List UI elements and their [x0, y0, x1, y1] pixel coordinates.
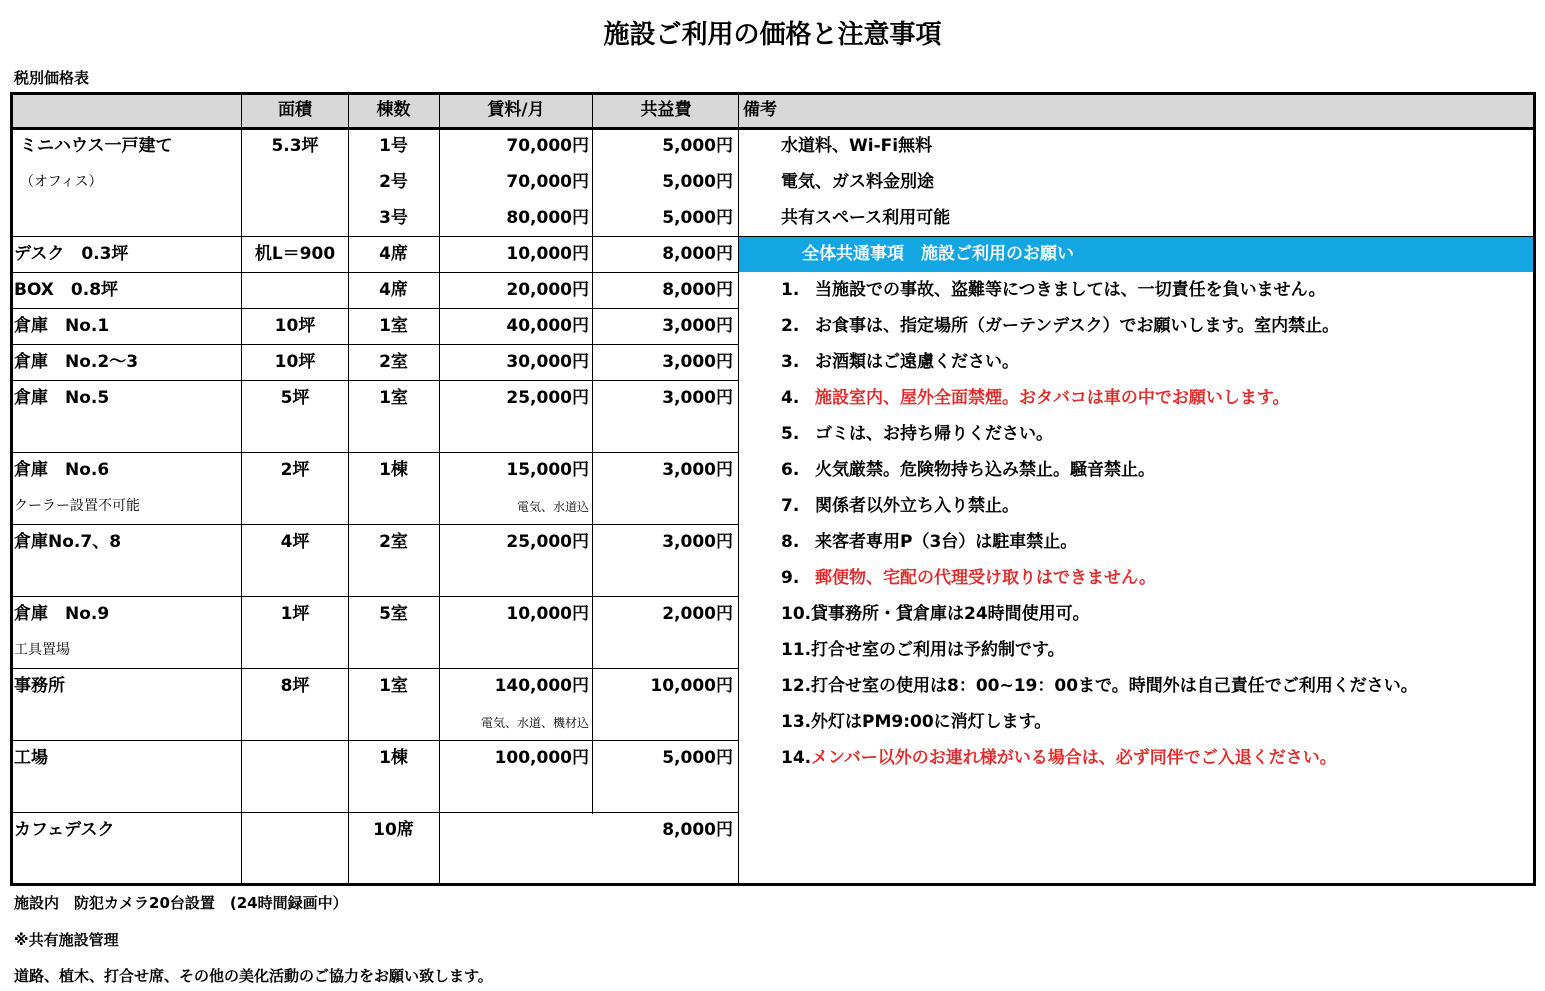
row-name: 倉庫 No.1	[14, 316, 110, 336]
rule-text: お食事は、指定場所（ガーテンデスク）でお願いします。室内禁止。	[815, 316, 1340, 336]
row-rent: 10,000円	[506, 244, 589, 264]
row-area: 5坪	[280, 388, 310, 408]
row-fee: 8,000円	[662, 244, 733, 264]
row-units: 5室	[379, 604, 408, 624]
row-name: 倉庫 No.9	[14, 604, 110, 624]
house-note: 電気、ガス料金別途	[781, 172, 934, 192]
page-title: 施設ご利用の価格と注意事項	[603, 20, 942, 50]
row-area: 1坪	[280, 604, 310, 624]
rule-text: 打合せ室のご利用は予約制です。	[811, 640, 1065, 660]
row-name: 事務所	[14, 676, 65, 696]
rule-number: 2.	[781, 316, 800, 336]
rule-text: 火気厳禁。危険物持ち込み禁止。騒音禁止。	[815, 460, 1155, 480]
row-name: 工場	[14, 748, 48, 768]
row-fee: 8,000円	[662, 280, 733, 300]
rule-text: 外灯はPM9:00に消灯します。	[811, 712, 1052, 732]
rule-text: 郵便物、宅配の代理受け取りはできません。	[815, 568, 1157, 588]
row-area: 机L＝900	[254, 244, 336, 264]
footer-cooperation: 道路、植木、打合せ席、その他の美化活動のご協力をお願い致します。	[14, 967, 493, 985]
row-units: 1棟	[379, 460, 408, 480]
row-fee: 5,000円	[662, 136, 733, 156]
rule-text: 来客者専用P（3台）は駐車禁止。	[815, 532, 1078, 552]
row-area: 8坪	[280, 676, 310, 696]
header-rent: 賃料/月	[487, 100, 545, 120]
row-fee: 3,000円	[662, 316, 733, 336]
row-rent: 100,000円	[494, 748, 589, 768]
footer-camera-note: 施設内 防犯カメラ20台設置 (24時間録画中）	[14, 894, 348, 912]
row-area: 5.3坪	[271, 136, 319, 156]
row-name: 倉庫 No.5	[14, 388, 110, 408]
rule-number: 4.	[781, 388, 800, 408]
row-units: 4席	[379, 280, 408, 300]
header-area: 面積	[278, 100, 312, 120]
row-units: 1号	[379, 136, 408, 156]
row-rent: 70,000円	[506, 172, 589, 192]
row-rent: 70,000円	[506, 136, 589, 156]
row-units: 10席	[373, 820, 414, 840]
rules-title: 全体共通事項 施設ご利用のお願い	[802, 244, 1074, 264]
price-table-caption: 税別価格表	[14, 69, 90, 87]
row-rent: 25,000円	[506, 532, 589, 552]
row-name: 倉庫 No.6	[14, 460, 110, 480]
footer-shared-facility: ※共有施設管理	[14, 931, 119, 949]
rule-text: メンバー以外のお連れ様がいる場合は、必ず同伴でご入退ください。	[811, 748, 1337, 768]
row-rent: 25,000円	[506, 388, 589, 408]
row-units: 1室	[379, 388, 408, 408]
row-name: BOX 0.8坪	[14, 280, 119, 300]
row-rent-note: 電気、水道、機材込	[480, 716, 589, 730]
row-rent: 10,000円	[506, 604, 589, 624]
rule-number: 14.	[781, 748, 812, 768]
row-rent: 40,000円	[506, 316, 589, 336]
row-fee: 5,000円	[662, 172, 733, 192]
rule-text: 貸事務所・貸倉庫は24時間使用可。	[811, 604, 1090, 624]
row-fee: 10,000円	[650, 676, 733, 696]
row-fee: 3,000円	[662, 388, 733, 408]
row-rent: 140,000円	[494, 676, 589, 696]
house-note: 共有スペース利用可能	[781, 208, 951, 228]
rule-text: 施設室内、屋外全面禁煙。おタバコは車の中でお願いします。	[815, 388, 1290, 408]
price-table	[10, 92, 1536, 886]
row-subtitle: クーラー設置不可能	[14, 498, 140, 514]
house-note: 水道料、Wi-Fi無料	[781, 136, 933, 156]
row-units: 4席	[379, 244, 408, 264]
row-area: 2坪	[280, 460, 310, 480]
rule-number: 11.	[781, 640, 812, 660]
rule-number: 8.	[781, 532, 800, 552]
header-units: 棟数	[376, 100, 411, 120]
row-rent: 15,000円	[506, 460, 589, 480]
row-rent: 80,000円	[506, 208, 589, 228]
rule-number: 6.	[781, 460, 800, 480]
row-fee: 5,000円	[662, 748, 733, 768]
row-area: 10坪	[274, 316, 316, 336]
rule-text: ゴミは、お持ち帰りください。	[815, 424, 1053, 444]
row-name: デスク 0.3坪	[14, 244, 129, 264]
rule-text: 関係者以外立ち入り禁止。	[815, 496, 1019, 516]
rule-number: 12.	[781, 676, 812, 696]
row-rent: 30,000円	[506, 352, 589, 372]
row-fee: 3,000円	[662, 532, 733, 552]
row-fee: 5,000円	[662, 208, 733, 228]
row-area: 4坪	[280, 532, 310, 552]
row-subtitle: （オフィス）	[20, 174, 103, 190]
row-units: 2室	[379, 352, 408, 372]
row-subtitle: 工具置場	[14, 642, 70, 658]
rule-number: 3.	[781, 352, 800, 372]
row-name: ミニハウス一戸建て	[20, 136, 173, 156]
row-fee: 2,000円	[662, 604, 733, 624]
row-units: 2室	[379, 532, 408, 552]
rule-text: お酒類はご遠慮ください。	[815, 352, 1019, 372]
rule-number: 5.	[781, 424, 800, 444]
header-notes: 備考	[743, 100, 777, 120]
row-rent: 20,000円	[506, 280, 589, 300]
row-name: 倉庫 No.2～3	[14, 352, 139, 372]
rule-text: 打合せ室の使用は8：00~19：00まで。時間外は自己責任でご利用ください。	[811, 676, 1418, 696]
row-units: 2号	[379, 172, 408, 192]
row-name: 倉庫No.7、8	[14, 532, 122, 552]
row-fee: 8,000円	[662, 820, 733, 840]
row-units: 1棟	[379, 748, 408, 768]
rule-number: 9.	[781, 568, 800, 588]
rule-number: 1.	[781, 280, 800, 300]
rule-text: 当施設での事故、盗難等につきましては、一切責任を負いません。	[815, 280, 1326, 300]
row-rent-note: 電気、水道込	[516, 500, 589, 514]
rule-number: 10.	[781, 604, 812, 624]
header-common-fee: 共益費	[640, 100, 692, 120]
row-units: 3号	[379, 208, 408, 228]
row-area: 10坪	[274, 352, 316, 372]
row-units: 1室	[379, 676, 408, 696]
rule-number: 7.	[781, 496, 800, 516]
row-fee: 3,000円	[662, 460, 733, 480]
row-units: 1室	[379, 316, 408, 336]
row-name: カフェデスク	[14, 820, 115, 840]
rule-number: 13.	[781, 712, 812, 732]
row-fee: 3,000円	[662, 352, 733, 372]
